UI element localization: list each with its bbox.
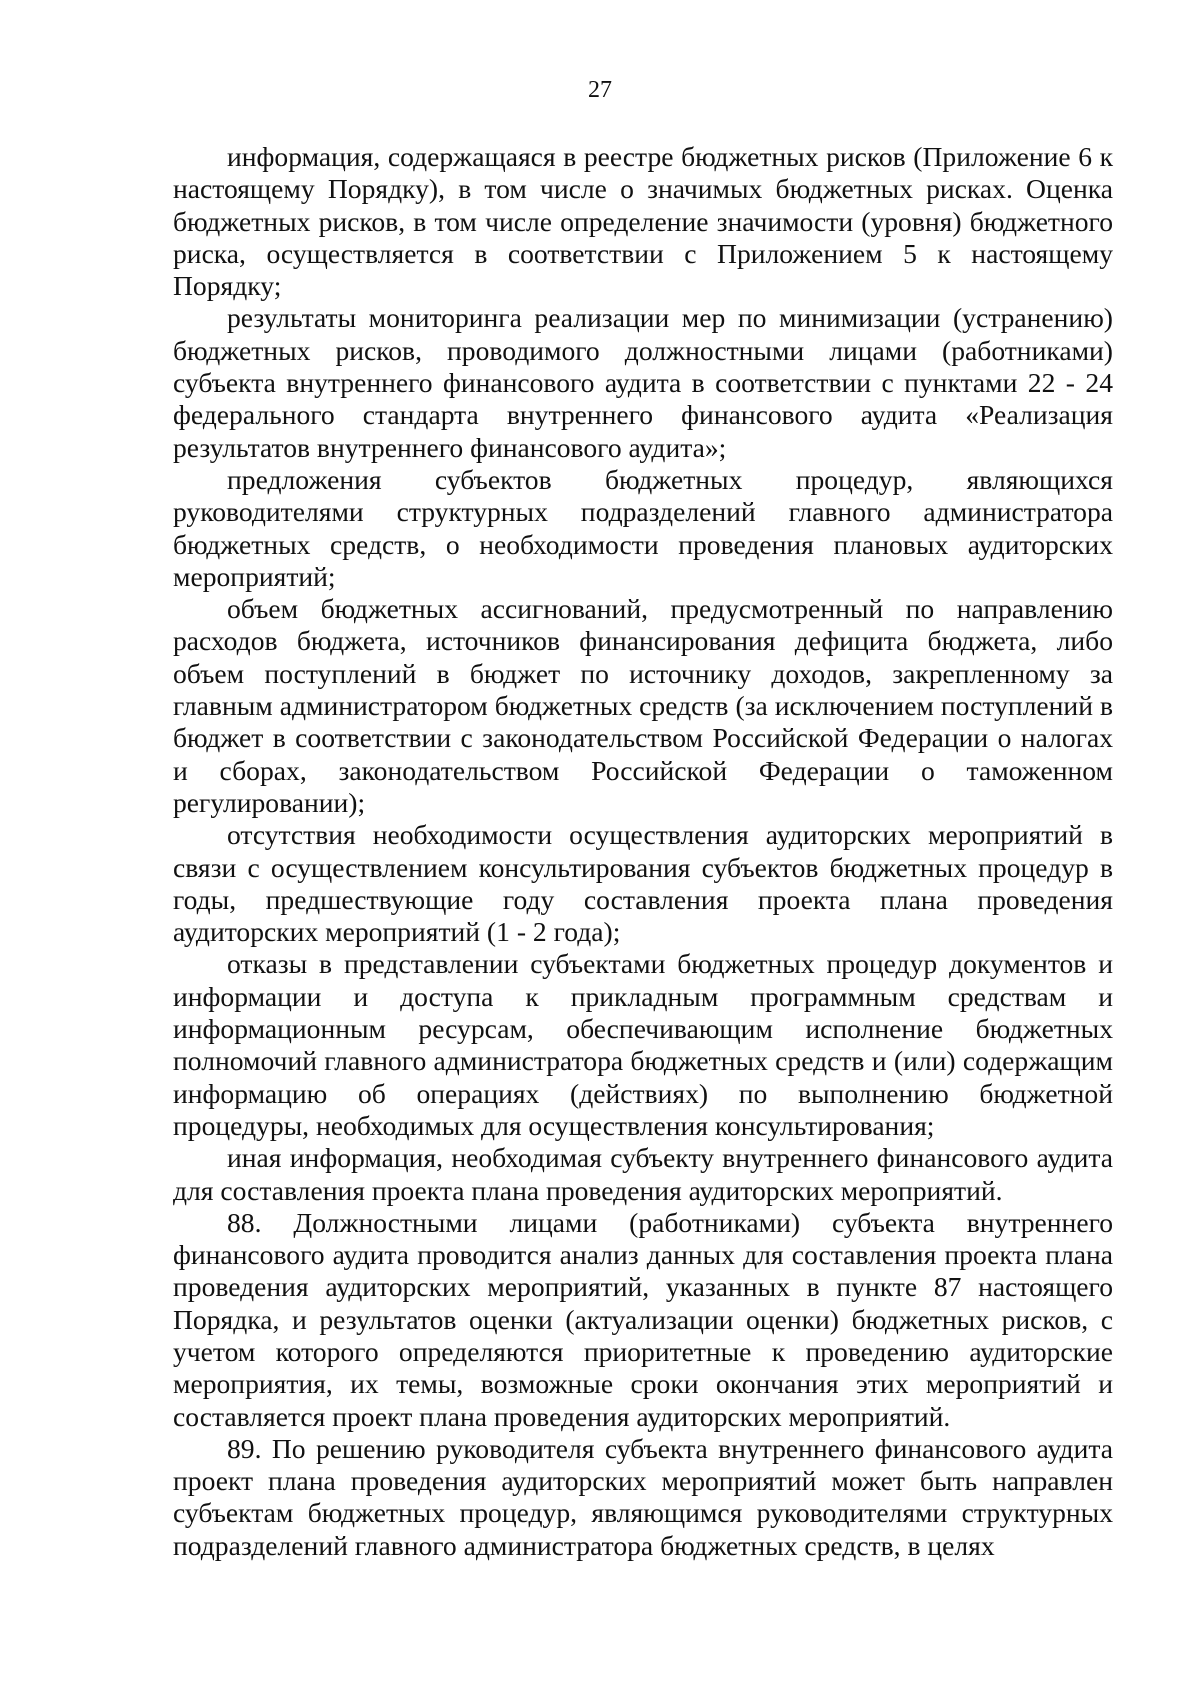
paragraph-budget-risk-registry: информация, содержащаяся в реестре бюджетных рисков (Приложение 6 к настоящему Порядку), в том числе о значимых бюджетных рисках. Оценка бюджетных рисков, в том числе определение значимости (уровня) бюджетного риска, осуществляется в соответствии с Приложением 5 к настоящему Порядку; bbox=[173, 141, 1113, 302]
paragraph-budget-allocations: объем бюджетных ассигнований, предусмотренный по направлению расходов бюджета, источников финансирования дефицита бюджета, либо объем поступлений в бюджет по источнику доходов, закрепленному за главным администратором бюджетных средств (за исключением поступлений в бюджет в соответствии с законодательством Российской Федерации о налогах и сборах, законодательством Российской Федерации о таможенном регулировании); bbox=[173, 593, 1113, 818]
paragraph-no-audit-need: отсутствия необходимости осуществления аудиторских мероприятий в связи с осуществлением консультирования субъектов бюджетных процедур в годы, предшествующие году составления проекта плана проведения аудиторских мероприятий (1 - 2 года); bbox=[173, 819, 1113, 948]
paragraph-refusals: отказы в представлении субъектами бюджетных процедур документов и информации и доступа к прикладным программным средствам и информационным ресурсам, обеспечивающим исполнение бюджетных полномочий главного администратора бюджетных средств и (или) содержащим информацию об операциях (действиях) по выполнению бюджетной процедуры, необходимых для осуществления консультирования; bbox=[173, 948, 1113, 1141]
paragraph-section-88: 88. Должностными лицами (работниками) субъекта внутреннего финансового аудита проводится анализ данных для составления проекта плана проведения аудиторских мероприятий, указанных в пункте 87 настоящего Порядка, и результатов оценки (актуализации оценки) бюджетных рисков, с учетом которого определяются приоритетные к проведению аудиторские мероприятия, их темы, возможные сроки окончания этих мероприятий и составляется проект плана проведения аудиторских мероприятий. bbox=[173, 1206, 1113, 1432]
document-body bbox=[173, 141, 1113, 1562]
page-number: 27 bbox=[588, 77, 612, 103]
paragraph-monitoring-results: результаты мониторинга реализации мер по минимизации (устранению) бюджетных рисков, проводимого должностными лицами (работниками) субъекта внутреннего финансового аудита в соответствии с пунктами 22 - 24 федерального стандарта внутреннего финансового аудита «Реализация результатов внутреннего финансового аудита»; bbox=[173, 302, 1113, 463]
paragraph-section-89: 89. По решению руководителя субъекта внутреннего финансового аудита проект плана проведения аудиторских мероприятий может быть направлен субъектам бюджетных процедур, являющимся руководителями структурных подразделений главного администратора бюджетных средств, в целях bbox=[173, 1432, 1113, 1561]
paragraph-procedure-proposals: предложения субъектов бюджетных процедур, являющихся руководителями структурных подразделений главного администратора бюджетных средств, о необходимости проведения плановых аудиторских мероприятий; bbox=[173, 463, 1113, 592]
paragraph-other-information: иная информация, необходимая субъекту внутреннего финансового аудита для составления проекта плана проведения аудиторских мероприятий. bbox=[173, 1142, 1113, 1206]
